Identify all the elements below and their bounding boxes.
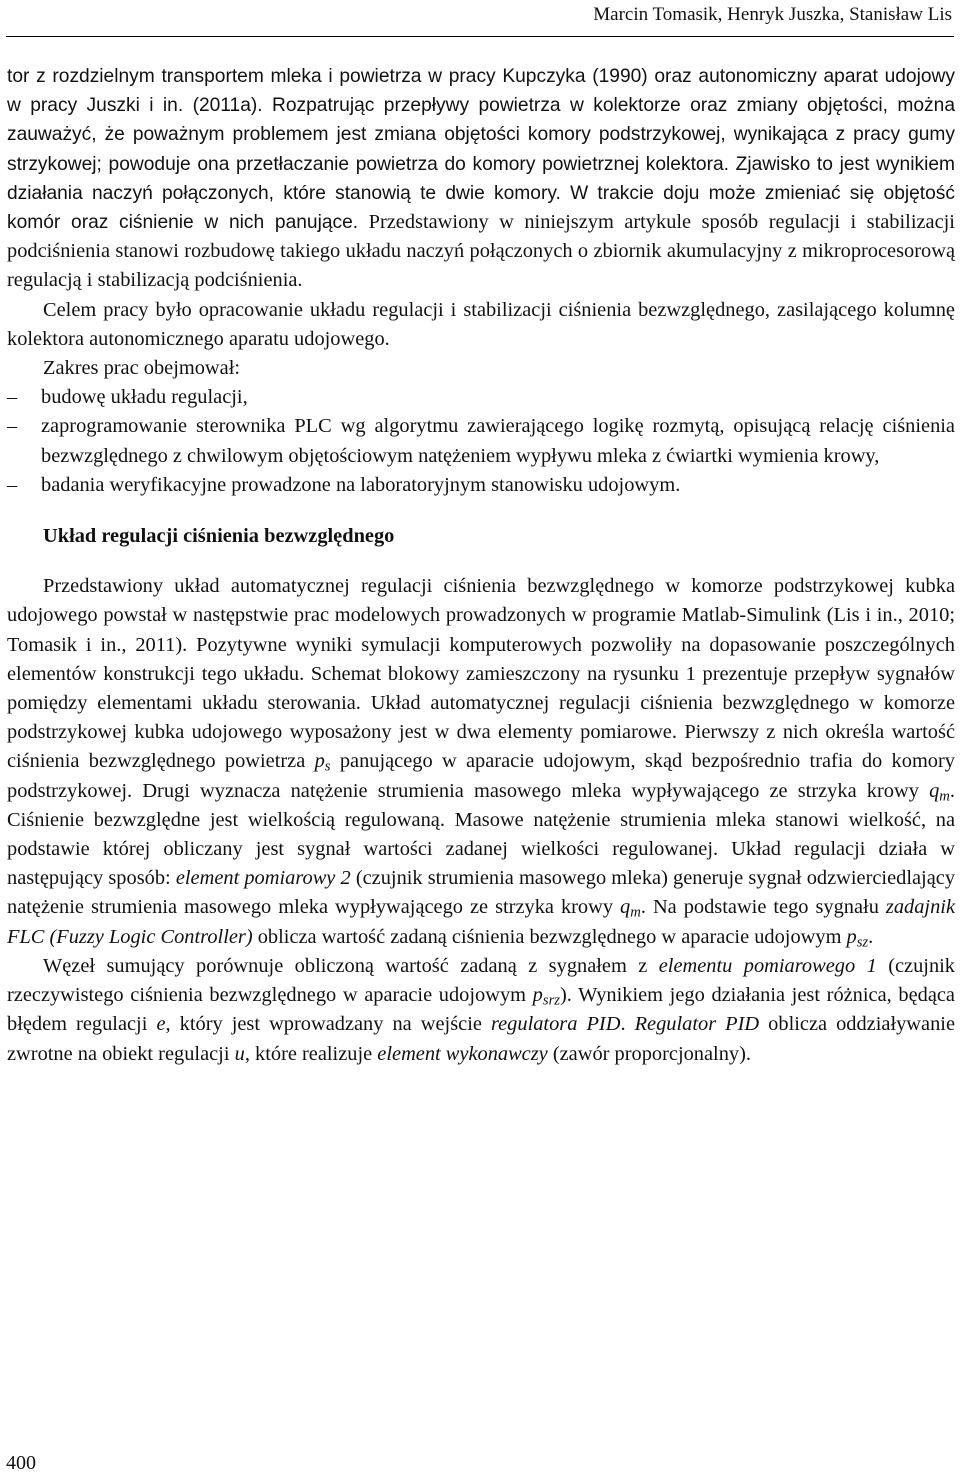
intro-text-serif: Przedstawiony w niniejszym artykule sposób regulacji i stabilizacji podciśnienia stanowi rozbudowę takiego układu naczyń połączonych o zbiornik akumulacyjny z mikroprocesorową regulacją i stabilizacją podciśnienia. (7, 211, 955, 292)
intro-paragraph (7, 62, 955, 296)
section-paragraph-1: Przedstawiony układ automatycznej regulacji ciśnienia bezwzględnego w komorze podstrzykowej kubka udojowego powstał w następstwie prac modelowych prowadzonych w programie Matlab-Simulink (Lis i in., 2010; Tomasik i in., 2011). Pozytywne wyniki symulacji komputerowych pozwoliły na dopasowanie poszczególnych elementów konstrukcji tego układu. Schemat blokowy zamieszczony na rysunku 1 prezentuje przepływ sygnałów pomiędzy elementami układu sterowania. Układ automatycznej regulacji ciśnienia bezwzględnego w komorze podstrzykowej kubka udojowego wyposażony jest w dwa elementy pomiarowe. Pierwszy z nich określa wartość ciśnienia bezwzględnego powietrza $p_s$ panującego w aparacie udojowym, skąd bezpośrednio trafia do komory podstrzykowej. Drugi wyznacza natężenie strumienia masowego mleka wypływającego ze strzyka krowy $q_m$. Ciśnienie bezwzględne jest wielkością regulowaną. Masowe natężenie strumienia mleka stanowi wielkość, na podstawie której obliczany jest sygnał wartości zadanej wielkości regulowanej. Układ regulacji działa w następujący sposób: element pomiarowy 2 (czujnik strumienia masowego mleka) generuje sygnał odzwierciedlający natężenie strumienia masowego mleka wypływającego ze strzyka krowy $q_m$. Na podstawie tego sygnału zadajnik FLC (Fuzzy Logic Controller) oblicza wartość zadaną ciśnienia bezwzględnego w aparacie udojowym $p_{sz}$. (7, 575, 956, 951)
list-item (7, 383, 955, 412)
header-authors: Marcin Tomasik, Henryk Juszka, Stanisław Lis (593, 4, 952, 25)
list-item-text: budowę układu regulacji, (41, 386, 248, 409)
section-paragraph-2: Węzeł sumujący porównuje obliczoną wartość zadaną z sygnałem z elementu pomiarowego 1 (czujnik rzeczywistego ciśnienia bezwzględnego w aparacie udojowym $p_{srz}$). Wynikiem jego działania jest różnica, będąca błędem regulacji e, który jest wprowadzany na wejście regulatora PID. Regulator PID oblicza oddziaływanie zwrotne na obiekt regulacji u, które realizuje element wykonawczy (zawór proporcjonalny). (7, 954, 955, 1065)
term-element-1: elementu pomiarowego 1 (658, 954, 877, 977)
list-item (7, 412, 955, 470)
aim-paragraph: Celem pracy było opracowanie układu regulacji i stabilizacji ciśnienia bezwzględnego, zasilającego kolumnę kolektora autonomicznego aparatu udojowego. (7, 298, 955, 350)
variable-e: e (156, 1013, 166, 1036)
list-item (7, 471, 955, 500)
term-pid-regulator: regulatora PID (490, 1013, 621, 1036)
variable-u: u (234, 1042, 245, 1065)
list-dash: – (7, 473, 18, 496)
variable-qm: $q_m$ (929, 779, 950, 805)
running-header (0, 0, 960, 38)
page-number: 400 (6, 1452, 36, 1474)
list-dash: – (7, 386, 18, 409)
variable-qm: $q_m$ (620, 896, 641, 922)
variable-psrz: $p_{srz}$ (532, 984, 561, 1009)
term-pid-regulator-2: Regulator PID (634, 1013, 760, 1036)
section-heading: Układ regulacji ciśnienia bezwzględnego (43, 525, 395, 548)
term-actuator: element wykonawczy (377, 1042, 548, 1065)
header-rule (6, 36, 954, 37)
intro-text-sans: tor z rozdzielnym transportem mleka i powietrza w pracy Kupczyka (1990) oraz autonomiczny aparat udojowy w pracy Juszki i in. (2011a). Rozpatrując przepływy powietrza w kolektorze oraz zmiany objętości, można zauważyć, że poważnym problemem jest zmiana objętości komory podstrzykowej, wynikająca z pracy gumy strzykowej; powoduje ona przetłaczanie powietrza do komory powietrznej kolektora. Zjawisko to jest wynikiem działania naczyń połączonych, które stanowią te dwie komory. W trakcie doju może zmieniać się objętość komór oraz ciśnienie w nich panujące. (7, 66, 955, 234)
scope-list (7, 383, 955, 500)
variable-ps: $p_s$ (314, 750, 331, 776)
variable-psz: $p_{sz}$ (846, 925, 869, 951)
list-item-text: badania weryfikacyjne prowadzone na laboratoryjnym stanowisku udojowym. (41, 473, 681, 496)
article-body (7, 62, 955, 1069)
scope-intro: Zakres prac obejmował: (43, 357, 241, 380)
term-flc: zadajnik FLC (Fuzzy Logic Controller) (7, 896, 956, 948)
list-item-text: zaprogramowanie sterownika PLC wg algorytmu zawierającego logikę rozmytą, opisującą relację ciśnienia bezwzględnego z chwilowym objętościowym natężeniem wypływu mleka z ćwiartki wymienia krowy, (41, 415, 955, 467)
term-element-2: element pomiarowy 2 (175, 867, 351, 890)
list-dash: – (7, 415, 18, 438)
